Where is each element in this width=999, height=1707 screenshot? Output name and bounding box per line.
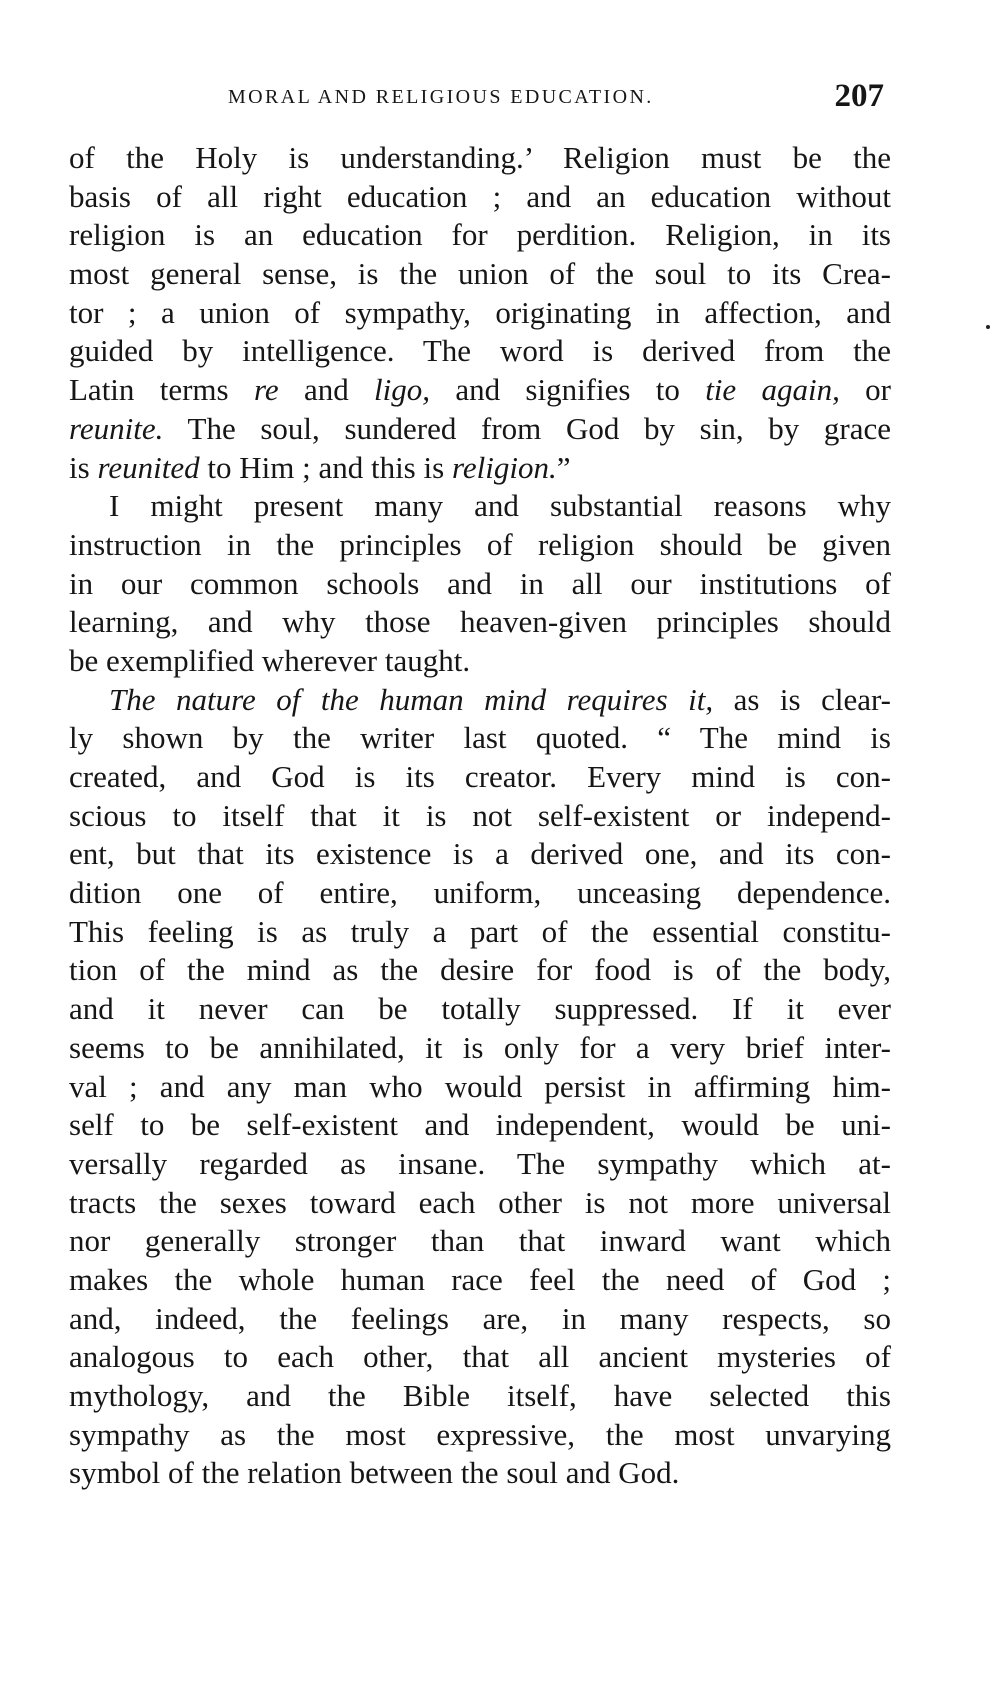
text-line [69, 255, 891, 294]
text-line [69, 797, 891, 836]
text-line [69, 719, 891, 758]
text-line [69, 1300, 891, 1339]
text-line [69, 835, 891, 874]
text-line [69, 1184, 891, 1223]
text-run: symbol of the relation between the soul and God. [69, 1455, 680, 1491]
text-line [69, 332, 891, 371]
text-run: versally regarded as insane. The sympathy which at- [69, 1145, 891, 1181]
text-line [69, 526, 891, 565]
text-line [69, 1454, 891, 1493]
running-title: MORAL AND RELIGIOUS EDUCATION. [228, 86, 654, 108]
italic-run: The nature of the human mind requires it, [109, 681, 714, 717]
text-run: and signifies to [430, 372, 706, 408]
text-line [69, 1261, 891, 1300]
margin-speck [986, 325, 990, 329]
running-head [70, 70, 890, 120]
text-run: The soul, sundered from God by sin, by grace [163, 410, 891, 446]
text-run: most general sense, is the union of the soul to its Crea- [69, 256, 891, 292]
text-run: of the Holy is understanding.’ Religion must be the [69, 140, 891, 175]
text-run: tion of the mind as the desire for food is of the body, [69, 952, 891, 988]
text-run: basis of all right education ; and an education without [69, 178, 891, 214]
text-run: ent, but that its existence is a derived one, and its con- [69, 836, 891, 872]
text-run: makes the whole human race feel the need of God ; [69, 1261, 891, 1297]
text-run: dition one of entire, uniform, unceasing dependence. [69, 875, 891, 911]
text-run: to Him ; and this is [199, 449, 452, 485]
text-run: in our common schools and in all our institutions of [69, 565, 891, 601]
text-line [69, 603, 891, 642]
text-run: and, indeed, the feelings are, in many respects, so [69, 1300, 891, 1336]
text-run: This feeling is as truly a part of the essential constitu- [69, 913, 891, 949]
text-run: ” [556, 449, 571, 485]
text-line [69, 565, 891, 604]
text-line [69, 913, 891, 952]
text-line [69, 1338, 891, 1377]
text-run: scious to itself that it is not self-existent or independ- [69, 797, 891, 833]
page-number: 207 [834, 78, 884, 114]
text-run: I might present many and substantial reasons why [109, 488, 891, 524]
text-run: mythology, and the Bible itself, have selected this [69, 1378, 891, 1413]
text-run: Latin terms [69, 372, 254, 408]
text-run: is [69, 449, 98, 485]
text-line [69, 1106, 891, 1145]
text-run: tor ; a union of sympathy, originating in affection, and [69, 294, 891, 330]
italic-run: reunite. [69, 410, 164, 446]
text-line [69, 294, 891, 333]
italic-run: re [253, 372, 279, 408]
text-run: and it never can be totally suppressed. If it ever [69, 991, 891, 1027]
text-run: created, and God is its creator. Every mind is con- [69, 759, 891, 794]
text-run: learning, and why those heaven-given principles should [69, 604, 891, 640]
italic-run: tie again, [705, 372, 840, 408]
text-line [69, 1068, 891, 1107]
text-run: instruction in the principles of religion should be given [69, 526, 891, 562]
text-line [69, 990, 891, 1029]
text-line [69, 1416, 891, 1455]
text-line [69, 1222, 891, 1261]
text-line [69, 216, 891, 255]
text-run: and [278, 372, 375, 408]
text-line [69, 758, 891, 797]
text-run: guided by intelligence. The word is derived from the [69, 333, 891, 369]
text-line [69, 951, 891, 990]
text-line [69, 139, 891, 178]
text-run: religion is an education for perdition. Religion, in its [69, 217, 891, 253]
text-run: ly shown by the writer last quoted. “ The mind is [69, 720, 891, 756]
text-line [69, 410, 891, 449]
text-line [69, 1029, 891, 1068]
text-run: tracts the sexes toward each other is not more universal [69, 1184, 891, 1220]
text-run: self to be self-existent and independent, would be uni- [69, 1107, 891, 1143]
italic-run: ligo, [374, 372, 430, 408]
text-run: be exemplified wherever taught. [69, 642, 471, 678]
text-line [69, 449, 891, 488]
text-run: sympathy as the most expressive, the most unvarying [69, 1416, 891, 1452]
text-line [69, 1377, 891, 1416]
text-line [69, 178, 891, 217]
text-line [69, 681, 891, 720]
text-line [69, 487, 891, 526]
text-line [69, 371, 891, 410]
italic-run: religion. [451, 449, 557, 485]
text-run: or [839, 372, 891, 408]
text-line [69, 642, 891, 681]
text-line [69, 874, 891, 913]
text-line [69, 1145, 891, 1184]
body-text [69, 139, 891, 1493]
italic-run: reunited [97, 449, 200, 485]
text-run: seems to be annihilated, it is only for a very brief inter- [69, 1029, 891, 1065]
text-run: analogous to each other, that all ancient mysteries of [69, 1339, 891, 1375]
text-run: nor generally stronger than that inward want which [69, 1223, 891, 1259]
text-run: as is clear- [713, 681, 892, 717]
text-run: val ; and any man who would persist in affirming him- [69, 1068, 891, 1104]
